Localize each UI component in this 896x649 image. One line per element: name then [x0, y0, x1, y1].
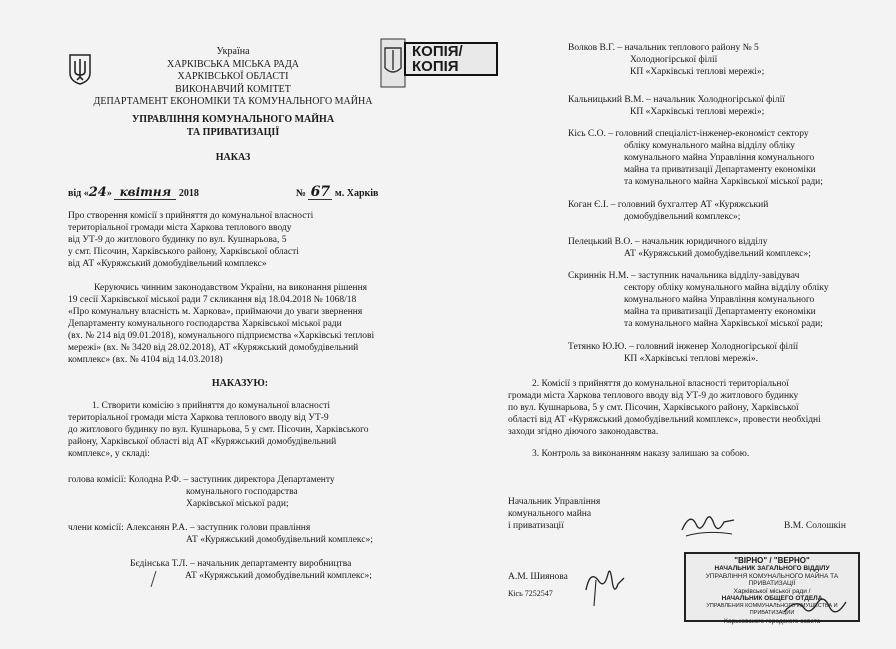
- preamble: [68, 282, 412, 366]
- member-line: Кальницький В.М. – начальник Холодногірської філії: [568, 95, 785, 105]
- preamble-line: мережі» (вх. № 3420 від 28.02.2018), АТ «Куряжський домобудівельний: [68, 343, 359, 353]
- member-bedinska: [130, 558, 420, 582]
- member-line: Бєдінська Т.Л. – начальник департаменту виробництва: [130, 559, 352, 569]
- member-line: КП «Харківські теплові мережі»;: [630, 67, 765, 77]
- member-tetianko: [568, 341, 868, 365]
- commission-chair: [68, 474, 412, 510]
- member-line: комунального майна Управління комунального: [624, 295, 815, 305]
- subject-line: територіальної громади міста Харкова теплового вводу: [68, 223, 292, 233]
- signatory-line: комунального майна: [508, 509, 592, 519]
- subject-line: від АТ «Куряжський домобудівельний комплекс»: [68, 259, 267, 269]
- member-line: АТ «Куряжський домобудівельний комплекс»;: [185, 571, 372, 581]
- division-title: [78, 114, 388, 139]
- copy-stamp: [404, 42, 498, 76]
- date-line: [68, 186, 408, 201]
- stamp-emblem-icon: [380, 38, 406, 88]
- member-line: Тетянко Ю.Ю. – головний інженер Холодногірської філії: [568, 342, 799, 352]
- item-1-line: територіальної громади міста Харкова теплового вводу від УТ-9: [68, 413, 329, 423]
- member-line: Кісь С.О. – головний спеціаліст-інженер-економіст сектору: [568, 129, 809, 139]
- signatory-line: Начальник Управління: [508, 497, 601, 507]
- certify-line: "ВІРНО" / "ВЕРНО": [734, 556, 810, 565]
- certify-line: УПРАВЛІННЯ КОМУНАЛЬНОГО МАЙНА ТА ПРИВАТИЗАЦІЇ: [705, 572, 839, 587]
- member-line: Скриннік Н.М. – заступник начальника відділу-завідувач: [568, 271, 800, 281]
- member-line: та комунального майна Харківської міської ради;: [624, 319, 823, 329]
- item-3: 3. Контроль за виконанням наказу залишаю за собою.: [532, 449, 750, 459]
- member-line: Пелецький В.О. – начальник юридичного відділу: [568, 237, 768, 247]
- item-1-line: комплекс», у складі:: [68, 449, 150, 459]
- executor-note: Кісь 7252547: [508, 589, 553, 598]
- member-volkov: [568, 42, 868, 78]
- signatory-name: В.М. Солошкін: [784, 521, 847, 531]
- item-2-line: 2. Комісії з прийняття до комунальної власності територіальної: [532, 379, 789, 389]
- region: ХАРКІВСЬКОЇ ОБЛАСТІ: [177, 71, 289, 82]
- member-kis: [568, 128, 868, 188]
- certify-line: НАЧАЛЬНИК ОБЩЕГО ОТДЕЛА: [721, 595, 823, 602]
- item-1-line: до житлового будинку по вул. Кушнарьова, 5 у смт. Пісочин, Харківського: [68, 425, 369, 435]
- doc-type: НАКАЗ: [215, 152, 251, 163]
- item-2-line: заходи згідно діючого законодавства.: [508, 427, 659, 437]
- preamble-line: Керуючись чинним законодавством України, на виконання рішення: [94, 283, 368, 293]
- member-line: КП «Харківські теплові мережі»;: [630, 107, 765, 117]
- member-line: майна та приватизації Департаменту економіки: [624, 307, 816, 317]
- executor-name: А.М. Шиянова: [508, 572, 568, 582]
- date-month: квітня: [114, 186, 176, 200]
- signatory-title: [508, 496, 678, 532]
- committee: ВИКОНАВЧИЙ КОМІТЕТ: [175, 83, 291, 95]
- chair-line: Харківської міської ради;: [186, 499, 289, 509]
- member-line: майна та приватизації Департаменту економіки: [624, 165, 816, 175]
- preamble-line: (вх. № 214 від 09.01.2018), комунального підприємства «Харківські теплові: [68, 331, 375, 341]
- city: м. Харків: [334, 188, 379, 199]
- date-day: 24: [88, 185, 107, 200]
- item-1-line: району, Харківської області від АТ «Куряжський домобудівельний: [68, 437, 337, 447]
- member-line: домобудівельний комплекс»;: [624, 212, 741, 222]
- member-kalnytskyi: [568, 94, 868, 118]
- certify-line: НАЧАЛЬНИК ЗАГАЛЬНОГО ВІДДІЛУ: [714, 565, 830, 572]
- doc-number: 67: [308, 186, 332, 200]
- member-line: Коган Є.І. – головний бухгалтер АТ «Куряжський: [568, 200, 769, 210]
- item-2-line: громади міста Харкова теплового вводу від УТ-9 до житлового будинку: [508, 391, 799, 401]
- certify-line: Харківської міської ради /: [733, 587, 811, 595]
- member-line: сектору обліку комунального майна відділу обліку: [624, 283, 829, 293]
- member-skrynnik: [568, 270, 868, 330]
- member-line: обліку комунального майна відділу обліку: [624, 141, 796, 151]
- signature-icon: [676, 508, 740, 544]
- number-sign: №: [295, 188, 306, 199]
- member-line: Холодногірської філії: [630, 55, 718, 65]
- order-heading: НАКАЗУЮ:: [211, 378, 269, 389]
- member-kogan: [568, 199, 868, 223]
- letterhead: [78, 46, 388, 109]
- item-1: [68, 400, 412, 460]
- certify-line: Харьковского городского совета: [723, 617, 821, 625]
- member-line: комунального майна Управління комунального: [624, 153, 815, 163]
- council: ХАРКІВСЬКА МІСЬКА РАДА: [166, 58, 300, 70]
- executor-signature-icon: [578, 560, 628, 610]
- subject-line: від УТ-9 до житлового будинку по вул. Кушнарьова, 5: [68, 235, 287, 245]
- subject: [68, 210, 368, 270]
- certify-line: УПРАВЛЕНИЯ КОММУНАЛЬНОГО ИМУЩЕСТВА И ПРИВАТИЗАЦИИ: [706, 602, 838, 616]
- members-line: АТ «Куряжський домобудівельний комплекс»;: [186, 535, 373, 545]
- item-1-line: 1. Створити комісію з прийняття до комунальної власності: [92, 401, 331, 411]
- member-line: АТ «Куряжський домобудівельний комплекс»;: [624, 249, 811, 259]
- item-2-line: по вул. Кушнарьова, 5 у смт. Пісочин, Харківського району, Харківської: [508, 403, 799, 413]
- date-prefix: від «: [68, 188, 89, 199]
- margin-mark-icon: [148, 570, 160, 588]
- preamble-line: 19 сесії Харківської міської ради 7 скликання від 18.04.2018 № 1068/18: [68, 295, 357, 305]
- date-mid: »: [106, 188, 112, 199]
- division-line-2: ТА ПРИВАТИЗАЦІЇ: [186, 126, 280, 138]
- preamble-line: «Про комунальну власність м. Харкова», приймаючи до уваги звернення: [68, 307, 363, 317]
- subject-line: у смт. Пісочин, Харківського району, Харківської області: [68, 247, 299, 257]
- member-line: та комунального майна Харківської міської ради;: [624, 177, 823, 187]
- member-line: КП «Харківські теплові мережі».: [624, 354, 758, 364]
- subject-line: Про створення комісії з прийняття до комунальної власності: [68, 211, 314, 221]
- member-line: Волков В.Г. – начальник теплового району № 5: [568, 43, 759, 53]
- date-year: 2018: [178, 188, 199, 199]
- division-line-1: УПРАВЛІННЯ КОМУНАЛЬНОГО МАЙНА: [131, 114, 335, 125]
- preamble-line: Департаменту комунального господарства Харківської міської ради: [68, 319, 342, 329]
- chair-line: комунального господарства: [186, 487, 298, 497]
- item-2-line: області від АТ «Куряжський домобудівельний комплекс», провести необхідні: [508, 415, 821, 425]
- commission-members: [68, 522, 412, 546]
- preamble-line: комплекс» (вх. № 4104 від 14.03.2018): [68, 355, 223, 365]
- country: Україна: [216, 46, 250, 57]
- item-2: [508, 378, 858, 438]
- copy-stamp-text: КОПІЯ/ КОПІЯ: [412, 43, 463, 75]
- chair-line: голова комісії: Колодна Р.Ф. – заступник директора Департаменту: [68, 475, 335, 485]
- members-line: члени комісії: Алексанян Р.А. – заступник голови правління: [68, 523, 311, 533]
- member-peletskyi: [568, 236, 868, 260]
- department: ДЕПАРТАМЕНТ ЕКОНОМІКИ ТА КОМУНАЛЬНОГО МАЙНА: [93, 96, 373, 107]
- signatory-line: і приватизації: [508, 521, 564, 531]
- certify-signature-icon: [780, 592, 850, 622]
